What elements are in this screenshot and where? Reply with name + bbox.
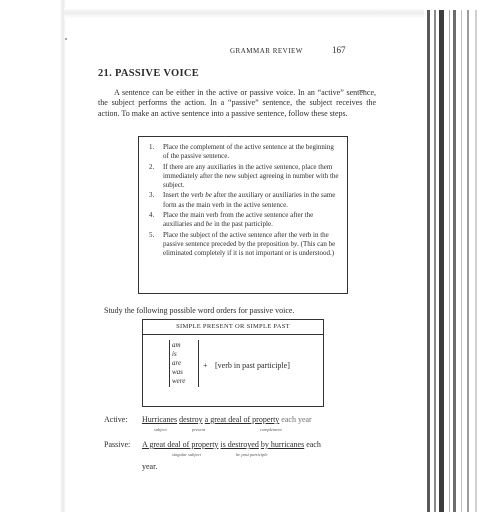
rules-box	[138, 136, 348, 294]
book-page	[70, 0, 410, 512]
be-verb: am	[172, 341, 181, 349]
rule-emphasis: be	[205, 191, 212, 200]
rule-number: 2.	[149, 162, 155, 171]
rule-number: 5.	[149, 230, 155, 239]
rule-emphasis: be	[205, 220, 213, 229]
passive-example	[142, 440, 321, 449]
caption-singular-subject: singular subject	[172, 452, 201, 457]
be-verb: is	[172, 350, 177, 358]
passive-label: Passive:	[104, 440, 131, 449]
word-order-heading: SIMPLE PRESENT OR SIMPLE PAST	[143, 320, 323, 335]
caption-complement: complement	[260, 427, 282, 432]
caption-subject: subject	[154, 427, 167, 432]
passive-tail: each	[306, 440, 321, 449]
rule-text: Place the complement of the active sentence at the beginning of the passive sentence.	[163, 143, 334, 161]
scan-binding-shadow	[423, 10, 481, 512]
active-complement: a great deal of property	[204, 415, 280, 424]
rule-number: 1.	[149, 143, 155, 151]
rule-item	[149, 191, 339, 209]
rule-text: Insert the verb	[163, 191, 206, 200]
rule-item	[149, 231, 339, 258]
rule-number: 3.	[149, 191, 155, 200]
rule-text: Place the main verb from the active sentence after the auxiliaries and	[163, 211, 314, 229]
rule-number: 4.	[149, 211, 155, 220]
passive-continuation: year.	[142, 462, 158, 471]
rule-text: after the auxiliary or auxiliaries in the same form as the main verb in the active sentence.	[163, 191, 336, 209]
rule-text: If there are any auxiliaries in the active sentence, place them immediately after the new subject agreeing in number with the subject.	[163, 162, 339, 189]
passive-agent: by hurricanes	[260, 440, 305, 449]
rule-text: in the past participle.	[212, 220, 273, 229]
study-instruction: Study the following possible word orders for passive voice.	[104, 306, 295, 315]
active-example	[142, 415, 312, 424]
rule-text: Place the subject of the active sentence after the verb in the passive sentence preceded by the preposition	[163, 230, 329, 248]
rule-item	[149, 143, 339, 161]
running-title: GRAMMAR REVIEW	[230, 47, 303, 55]
active-subject: Hurricanes	[142, 415, 178, 424]
scan-left-edge	[60, 0, 66, 512]
active-tail: each year	[281, 415, 312, 424]
be-verb: are	[172, 359, 182, 367]
intro-paragraph: A sentence can be either in the active or passive voice. In an “active” sentence, the subject performs the action. In a “passive” sentence, the subject receives the action. To make an active sentence into a passive sentence, follow these steps.	[98, 88, 376, 118]
be-verb: were	[172, 377, 186, 385]
be-verb: was	[172, 368, 183, 376]
scan-speck	[65, 38, 67, 40]
rule-item	[149, 163, 339, 190]
passive-subject: A great deal of property	[142, 440, 219, 449]
rule-text: . (This can be eliminated completely if it is not important or is understood.)	[163, 239, 336, 258]
caption-present: present	[192, 427, 206, 432]
active-verb: destroy	[179, 415, 203, 424]
rule-emphasis: by	[290, 239, 298, 248]
section-title: 21. PASSIVE VOICE	[98, 68, 200, 79]
rule-item	[149, 211, 339, 229]
word-order-box	[142, 319, 324, 407]
plus-sign: +	[203, 361, 208, 370]
passive-verb: is destroyed	[220, 440, 259, 449]
page-number: 167	[332, 45, 346, 55]
be-verb-list	[169, 340, 199, 387]
past-participle-slot: [verb in past participle]	[215, 361, 290, 370]
active-label: Active:	[104, 415, 128, 424]
rules-list	[139, 137, 347, 258]
caption-be-past-participle: be past participle	[236, 452, 268, 457]
